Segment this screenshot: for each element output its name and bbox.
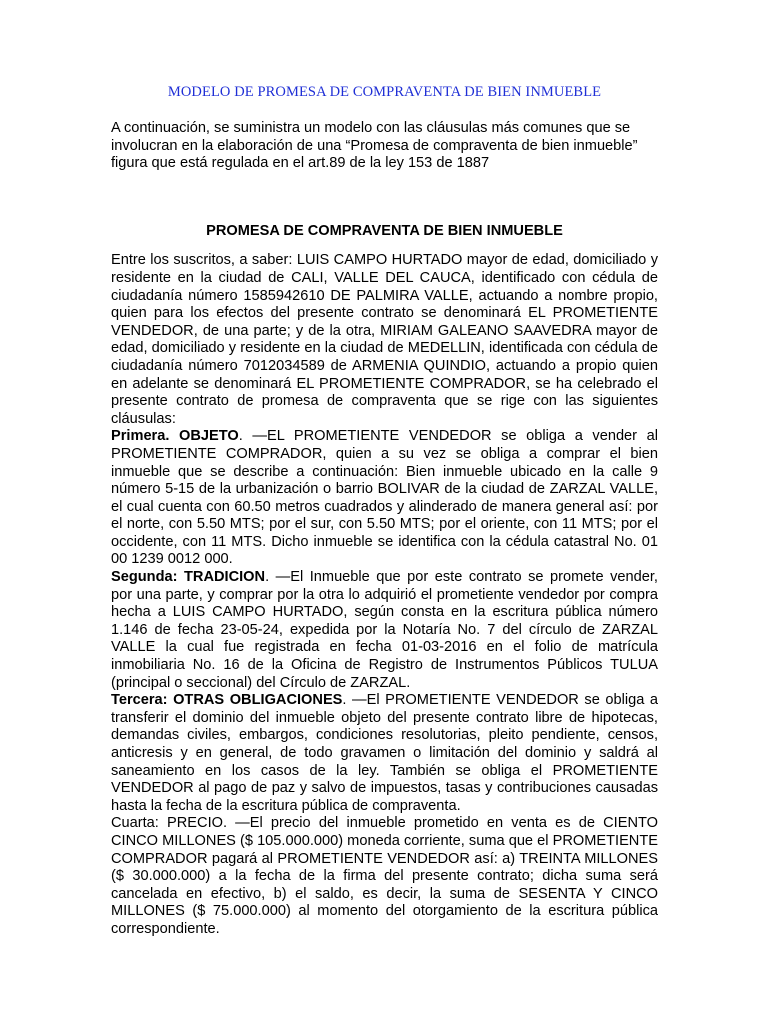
document-header-title: MODELO DE PROMESA DE COMPRAVENTA DE BIEN INMUEBLE	[167, 84, 602, 100]
clause-heading: Segunda: TRADICION	[111, 569, 266, 586]
clause-text: . —El Inmueble que por este contrato se promete vender, por una parte, y comprar por la otra lo adquirió el prometiente vendedor por compra hecha a LUIS CAMPO HURTADO, según consta en la escritura pública número 1.146 de fecha 23-05-24, expedida por la Notaría No. 7 del círculo de ZARZAL VALLE la cual fue registrada en fecha 01-03-2016 en el folio de matrícula inmobiliaria No. 16 de la Oficina de Registro de Instrumentos Públicos TULUA (principal o seccional) del Círculo de ZARZAL.	[111, 569, 658, 691]
clause-heading: Primera. OBJETO	[111, 428, 239, 445]
clause-tercera	[111, 692, 658, 815]
clause-primera	[111, 428, 658, 569]
clause-text: Cuarta: PRECIO. —El precio del inmueble prometido en venta es de CIENTO CINCO MILLONES ($ 105.000.000) moneda corriente, suma que el PROMETIENTE COMPRADOR pagará al PROMETIENTE VENDEDOR así: a) TREINTA MILLONES ($ 30.000.000) a la fecha de la firma del presente contrato; dicha suma será cancelada en efectivo, b) el saldo, es decir, la suma de SESENTA Y CINCO MILLONES ($ 75.000.000) al momento del otorgamiento de la escritura pública correspondiente.	[111, 815, 658, 937]
contract-title: PROMESA DE COMPRAVENTA DE BIEN INMUEBLE	[206, 222, 563, 239]
clause-cuarta	[111, 815, 658, 938]
clause-text: . —EL PROMETIENTE VENDEDOR se obliga a vender al PROMETIENTE COMPRADOR, quien a su vez se obliga a comprar el bien inmueble que se describe a continuación: Bien inmueble ubicado en la calle 9 número 5-15 de la urbanización o barrio BOLIVAR de la ciudad de ZARZAL VALLE, el cual cuenta con 60.50 metros cuadrados y alinderado de manera general así: por el norte, con 5.50 MTS; por el sur, con 5.50 MTS; por el oriente, con 11 MTS; por el occidente, con 11 MTS. Dicho inmueble se identifica con la cédula catastral No. 01 00 1239 0012 000.	[111, 428, 658, 568]
clause-heading: Tercera: OTRAS OBLIGACIONES	[111, 692, 343, 709]
contract-body	[111, 252, 658, 938]
document-page	[111, 84, 658, 939]
preamble-paragraph: Entre los suscritos, a saber: LUIS CAMPO HURTADO mayor de edad, domiciliado y residente en la ciudad de CALI, VALLE DEL CAUCA, identificado con cédula de ciudadanía número 1585942610 DE PALMIRA VALLE, actuando a nombre propio, quien para los efectos del presente contrato se denominará EL PROMETIENTE VENDEDOR, de una parte; y de la otra, MIRIAM GALEANO SAAVEDRA mayor de edad, domiciliado y residente en la ciudad de MEDELLIN, identificada con cédula de ciudadanía número 7012034589 de ARMENIA QUINDIO, actuando a propio quien en adelante se denominará EL PROMETIENTE COMPRADOR, se ha celebrado el presente contrato de promesa de compraventa que se rige con las siguientes cláusulas:	[111, 252, 658, 427]
clause-text: . —El PROMETIENTE VENDEDOR se obliga a transferir el dominio del inmueble objeto del presente contrato libre de hipotecas, demandas civiles, embargos, condiciones resolutorias, pleito pendiente, censos, anticresis y en general, de todo gravamen o limitación del dominio y saldrá al saneamiento en los casos de la ley. También se obliga el PROMETIENTE VENDEDOR al pago de paz y salvo de impuestos, tasas y contribuciones causadas hasta la fecha de la escritura pública de compraventa.	[111, 692, 658, 814]
intro-paragraph: A continuación, se suministra un modelo con las cláusulas más comunes que se involucran en la elaboración de una “Promesa de compraventa de bien inmueble” figura que está regulada en el art.89 de la ley 153 de 1887	[111, 120, 638, 172]
clause-segunda	[111, 569, 658, 692]
